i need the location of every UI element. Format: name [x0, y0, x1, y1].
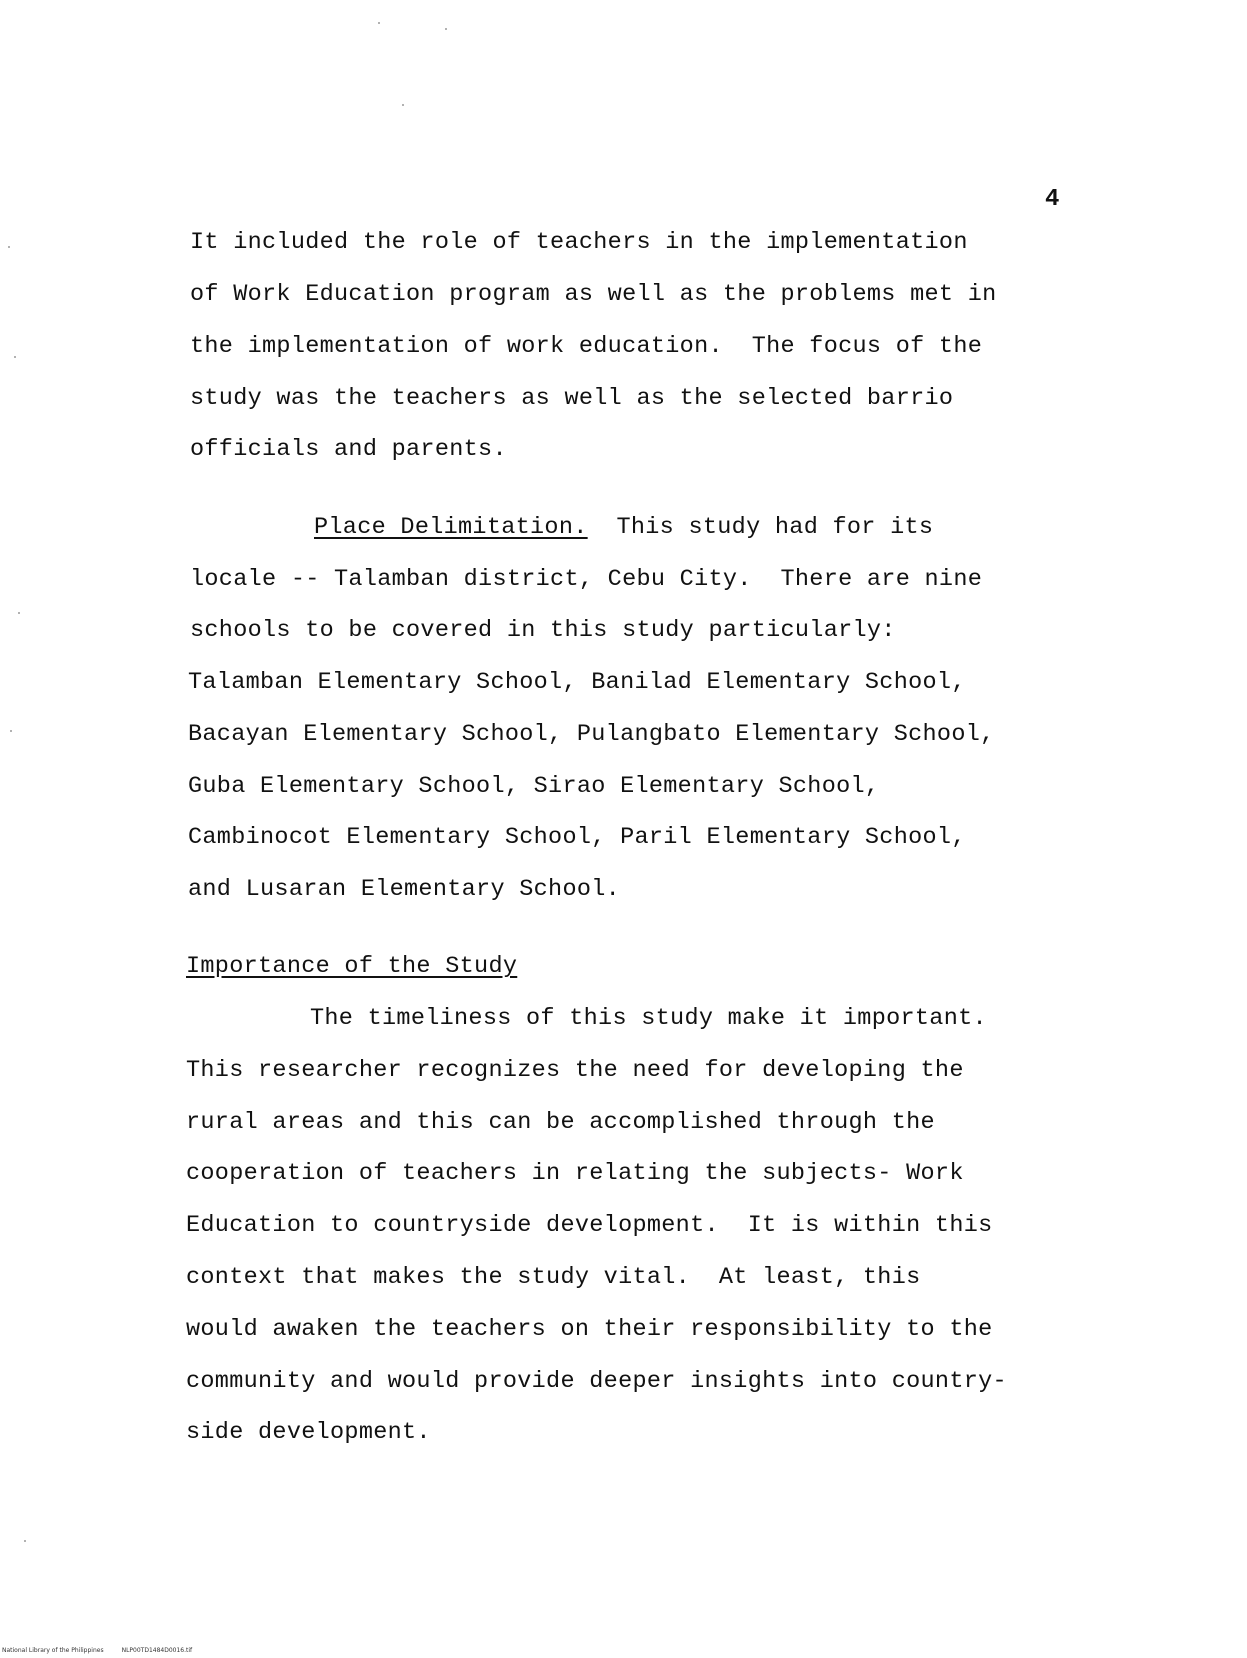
text-line: study was the teachers as well as the selected barrio [190, 385, 954, 412]
scan-speck [10, 730, 12, 732]
scan-speck [8, 246, 10, 248]
scan-speck [24, 1540, 26, 1542]
text-line: Cambinocot Elementary School, Paril Elementary School, [188, 824, 966, 851]
text-line: This researcher recognizes the need for developing the [186, 1057, 964, 1084]
text-line: Education to countryside development. It is within this [186, 1212, 993, 1239]
text-line [314, 513, 933, 543]
text-line: community and would provide deeper insights into country- [186, 1368, 1007, 1395]
footer-library: National Library of the Philippines [2, 1647, 104, 1654]
scan-speck [14, 356, 16, 358]
scan-speck [402, 104, 404, 106]
place-delimitation-heading: Place Delimitation. [314, 514, 588, 541]
scan-speck [18, 612, 20, 614]
text-line: locale -- Talamban district, Cebu City. There are nine [190, 566, 983, 593]
text-line: Talamban Elementary School, Banilad Elementary School, [188, 669, 966, 696]
text-line: officials and parents. [190, 436, 507, 463]
page-number: 4 [1045, 186, 1060, 213]
text-line: cooperation of teachers in relating the subjects- Work [186, 1160, 964, 1187]
text-line: Bacayan Elementary School, Pulangbato Elementary School, [188, 721, 995, 748]
text-line: schools to be covered in this study particularly: [190, 617, 896, 644]
text-line: of Work Education program as well as the problems met in [190, 281, 997, 308]
text-line: and Lusaran Elementary School. [188, 876, 621, 903]
text-line: would awaken the teachers on their responsibility to the [186, 1316, 993, 1343]
text-line: The timeliness of this study make it important. [310, 1005, 987, 1032]
text-line: the implementation of work education. The focus of the [190, 333, 983, 360]
footer-file: NLP00TD1484D0016.tif [121, 1647, 193, 1654]
text-line: rural areas and this can be accomplished through the [186, 1109, 935, 1136]
importance-heading: Importance of the Study [186, 953, 518, 980]
scan-speck [445, 28, 447, 30]
text-line: Guba Elementary School, Sirao Elementary School, [188, 773, 880, 800]
text-line-rest: This study had for its [587, 514, 934, 541]
scan-speck [378, 22, 380, 24]
scan-footer [2, 1647, 210, 1654]
text-line: It included the role of teachers in the implementation [190, 229, 968, 256]
text-line: context that makes the study vital. At least, this [186, 1264, 921, 1291]
text-line: side development. [186, 1419, 431, 1446]
